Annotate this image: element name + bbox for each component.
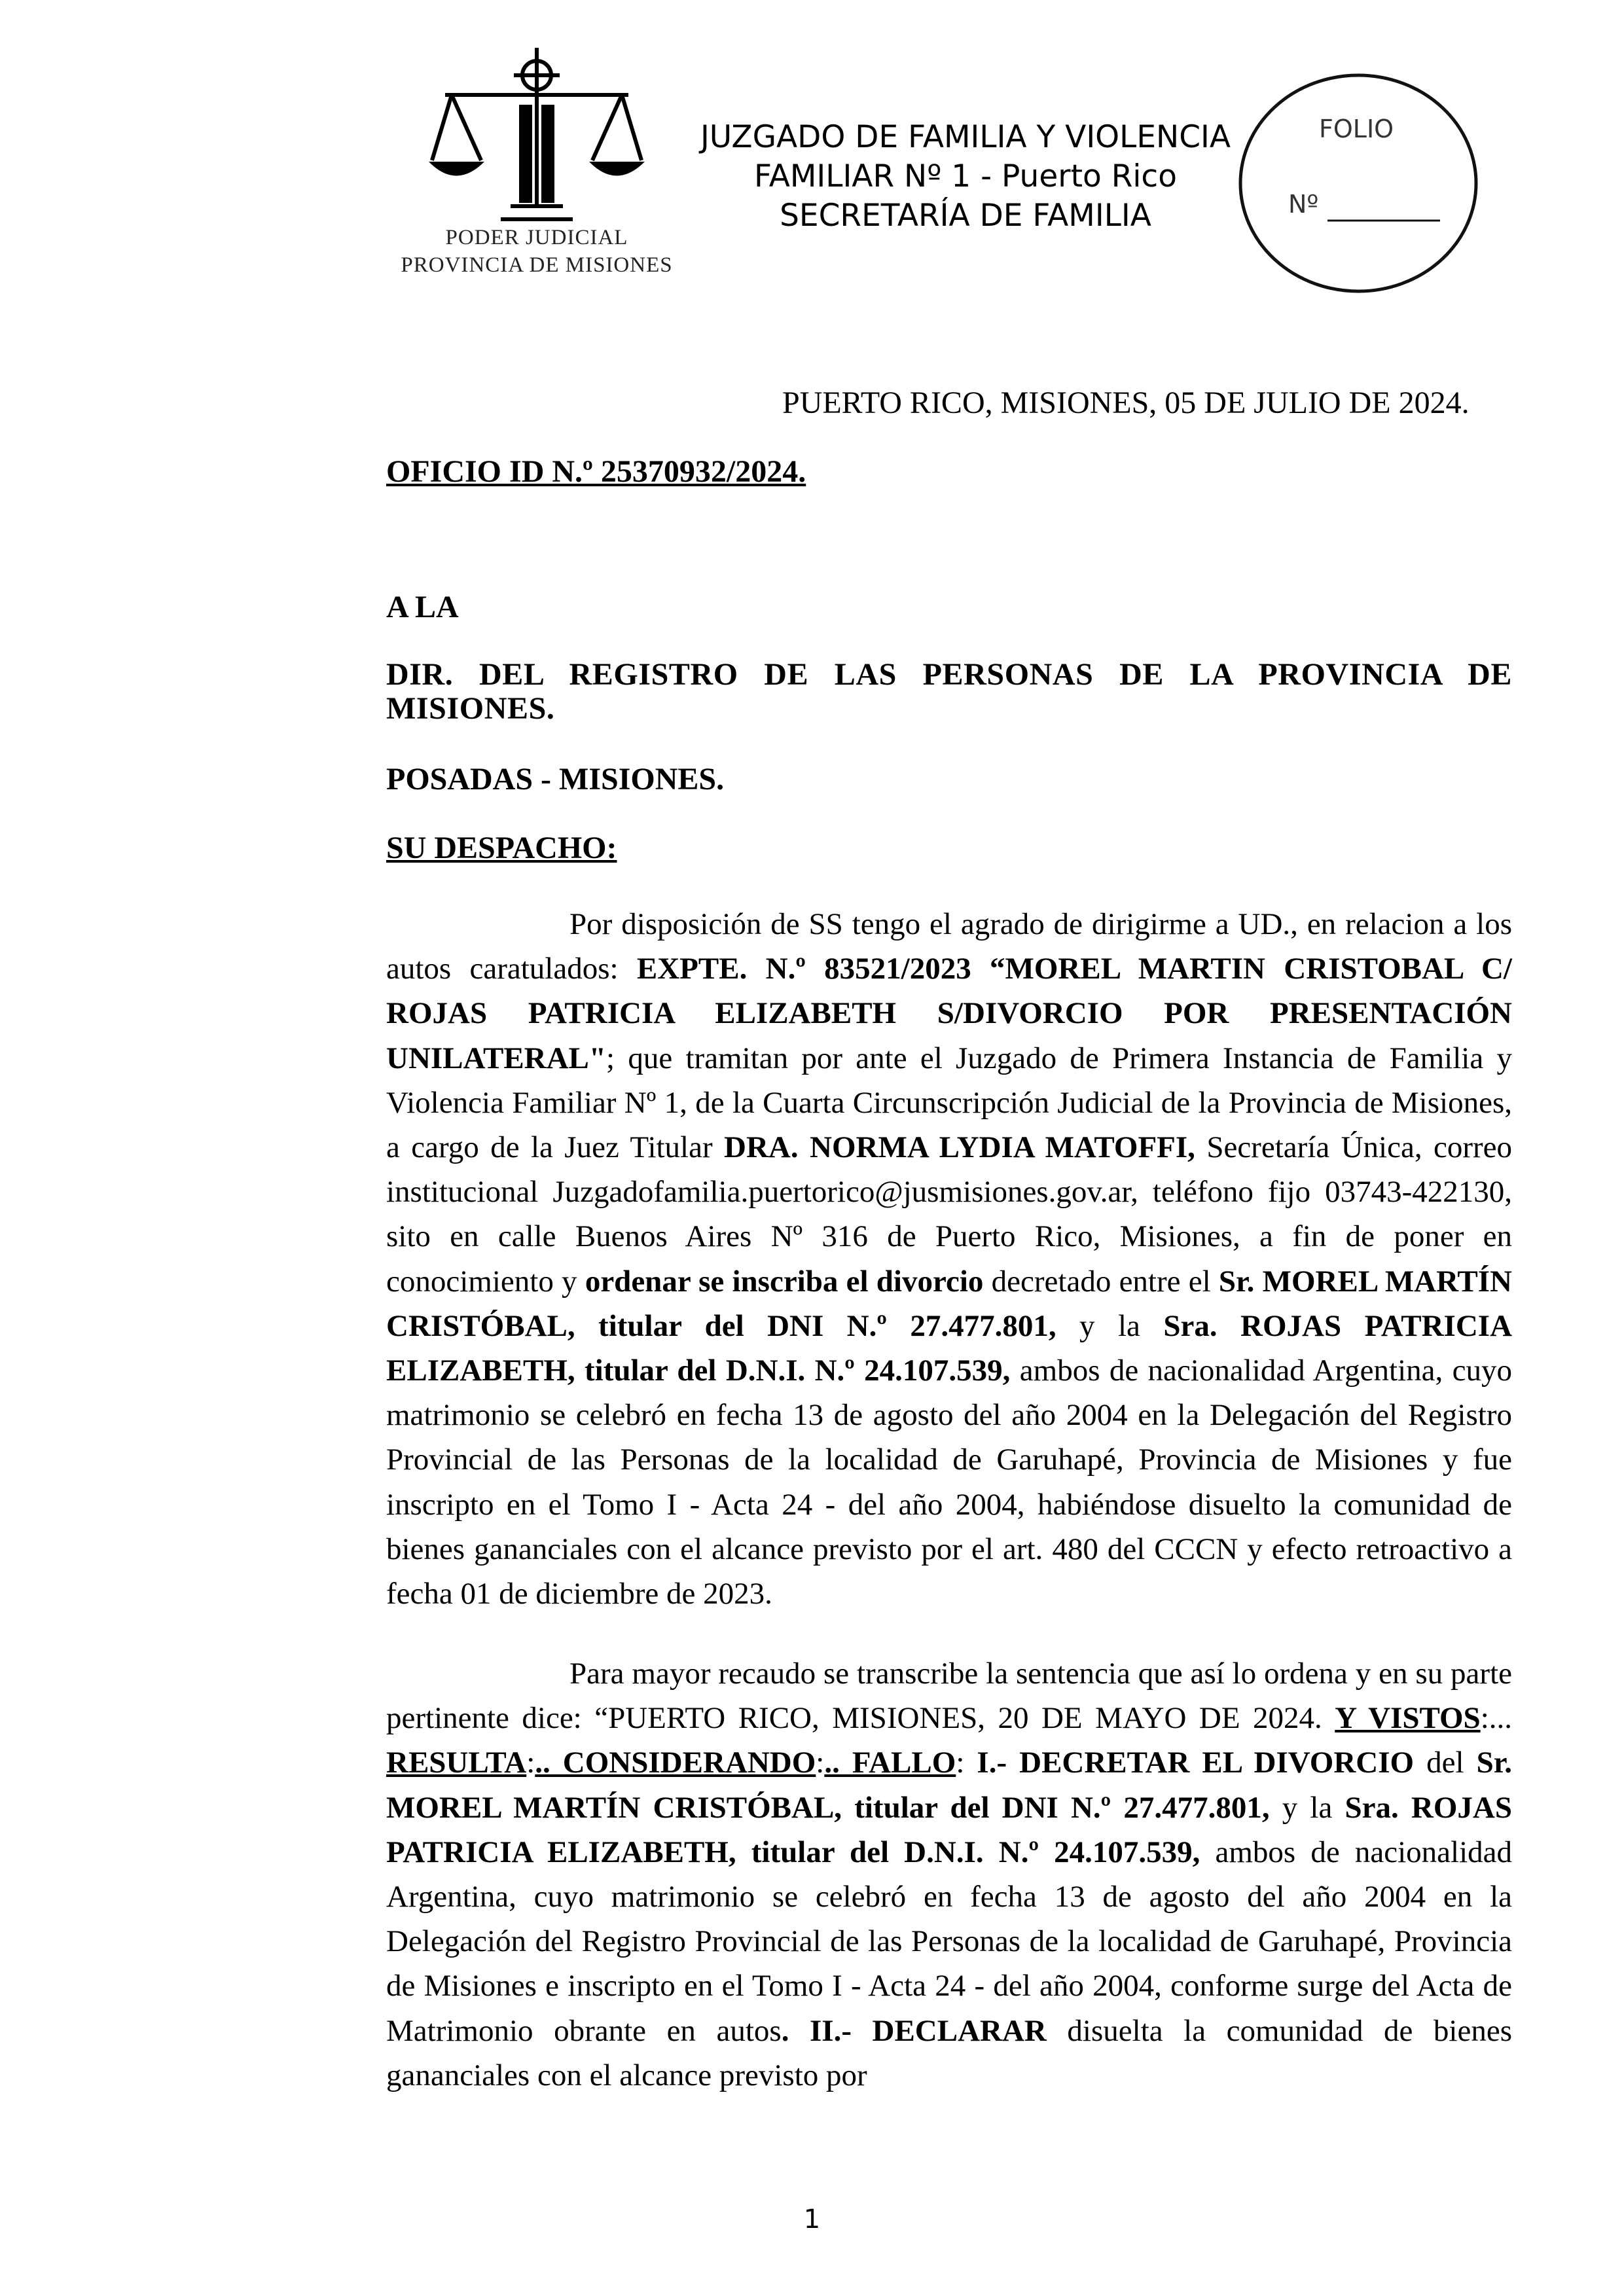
text-span: : — [956, 1746, 977, 1780]
body-paragraph-1 — [386, 902, 1512, 1616]
folio-stamp-circle — [1231, 69, 1486, 298]
text-span: ambos de nacionalidad Argentina, cuyo matrimonio se celebró en fecha 13 de agosto del año 2004 en la Delegación del Registro Provincial de las Personas de la localidad de Garuhapé, Provincia de Misiones e inscripto en el Tomo I - Acta 24 - del año 2004, conforme surge del Acta de Matrimonio obrante en autos — [386, 1835, 1512, 2048]
logo-text-line1: PODER JUDICIAL — [445, 226, 628, 249]
party-1: Sr. MOREL MARTÍN CRISTÓBAL, titular del DNI N.º 27.477.801, — [386, 1746, 1512, 1825]
page-number: 1 — [803, 2204, 821, 2234]
party-2: Sra. ROJAS PATRICIA ELIZABETH, titular del D.N.I. N.º 24.107.539, — [386, 1308, 1513, 1388]
court-header-line1: JUZGADO DE FAMILIA Y VIOLENCIA — [700, 119, 1231, 155]
folio-stamp — [1231, 69, 1486, 298]
heading-considerando: .. CONSIDERANDO — [535, 1746, 816, 1780]
case-title: EXPTE. N.º 83521/2023 “MOREL MARTIN CRISTOBAL C/ ROJAS PATRICIA ELIZABETH S/DIVORCIO POR PRESENTACIÓN UNILATERAL" — [386, 952, 1512, 1075]
text-span: ambos de nacionalidad Argentina, cuyo matrimonio se celebró en fecha 13 de agosto del año 2004 en la Delegación del Registro Provincial de las Personas de la localidad de Garuhapé, Provincia de Misiones y fue inscripto en el Tomo I - Acta 24 - del año 2004, habiéndose disuelto la comunidad de bienes gananciales con el alcance previsto por el art. 480 del CCCN y efecto retroactivo a fecha 01 de diciembre de 2023. — [386, 1354, 1512, 1611]
oficio-id: OFICIO ID N.º 25370932/2024. — [386, 454, 806, 489]
text-span: Por disposición de SS tengo el agrado de dirigirme a UD., en relacion a los autos caratulados: — [386, 907, 1512, 986]
logo-text-line2: PROVINCIA DE MISIONES — [401, 253, 673, 277]
ruling-1: I.- DECRETAR EL DIVORCIO — [977, 1746, 1415, 1780]
text-span: y la — [1269, 1790, 1345, 1825]
heading-fallo: .. FALLO — [824, 1746, 956, 1780]
court-header-line3: SECRETARÍA DE FAMILIA — [780, 198, 1151, 234]
text-span: :... — [1480, 1701, 1512, 1736]
court-header — [655, 118, 1276, 236]
court-logo — [399, 43, 674, 291]
recipient-name: DIR. DEL REGISTRO DE LAS PERSONAS DE LA PROVINCIA DE MISIONES. — [386, 657, 1512, 726]
text-span: y la — [1056, 1308, 1164, 1343]
ruling-2: . II.- DECLARAR — [781, 2013, 1047, 2048]
court-header-line2: FAMILIAR Nº 1 - Puerto Rico — [753, 158, 1178, 194]
text-span: : — [816, 1746, 825, 1780]
folio-label: FOLIO — [1319, 115, 1394, 143]
salutation: SU DESPACHO: — [386, 831, 617, 865]
recipient-city: POSADAS - MISIONES. — [386, 762, 725, 797]
text-span: ; que tramitan por ante el Juzgado de Primera Instancia de Familia y Violencia Familiar Nº 1, de la Cuarta Circunscripción Judicial de la Provincia de Misiones, a cargo de la Juez Titular — [386, 1041, 1512, 1165]
recipient-prefix: A LA — [386, 590, 459, 624]
text-span: decretado entre el — [983, 1264, 1219, 1299]
heading-resulta: RESULTA — [386, 1746, 527, 1780]
date-line: PUERTO RICO, MISIONES, 05 DE JULIO DE 2024. — [782, 386, 1470, 420]
heading-y-vistos: Y VISTOS — [1335, 1701, 1481, 1736]
text-span: Secretaría Única, correo institucional Juzgadofamilia.puertorico@jusmisiones.gov.ar, teléfono fijo 03743-422130, sito en calle Buenos Aires Nº 316 de Puerto Rico, Misiones, a fin de poner en conocimiento y — [386, 1130, 1512, 1299]
scales-of-justice-icon — [429, 43, 645, 239]
party-1: Sr. MOREL MARTÍN CRISTÓBAL, titular del DNI N.º 27.477.801, — [386, 1264, 1512, 1343]
text-span: : — [526, 1746, 535, 1780]
text-span: del — [1414, 1746, 1477, 1780]
judge-name: DRA. NORMA LYDIA MATOFFI, — [724, 1130, 1195, 1165]
folio-number-label: Nº — [1288, 190, 1319, 219]
party-2: Sra. ROJAS PATRICIA ELIZABETH, titular del D.N.I. N.º 24.107.539, — [386, 1790, 1512, 1869]
order-phrase: ordenar se inscriba el divorcio — [585, 1264, 984, 1299]
text-span: disuelta la comunidad de bienes gananciales con el alcance previsto por — [386, 2013, 1512, 2092]
body-paragraph-2 — [386, 1651, 1512, 2098]
text-span: Para mayor recaudo se transcribe la sentencia que así lo ordena y en su parte pertinente dice: “PUERTO RICO, MISIONES, 20 DE MAYO DE 2024. — [386, 1657, 1512, 1736]
